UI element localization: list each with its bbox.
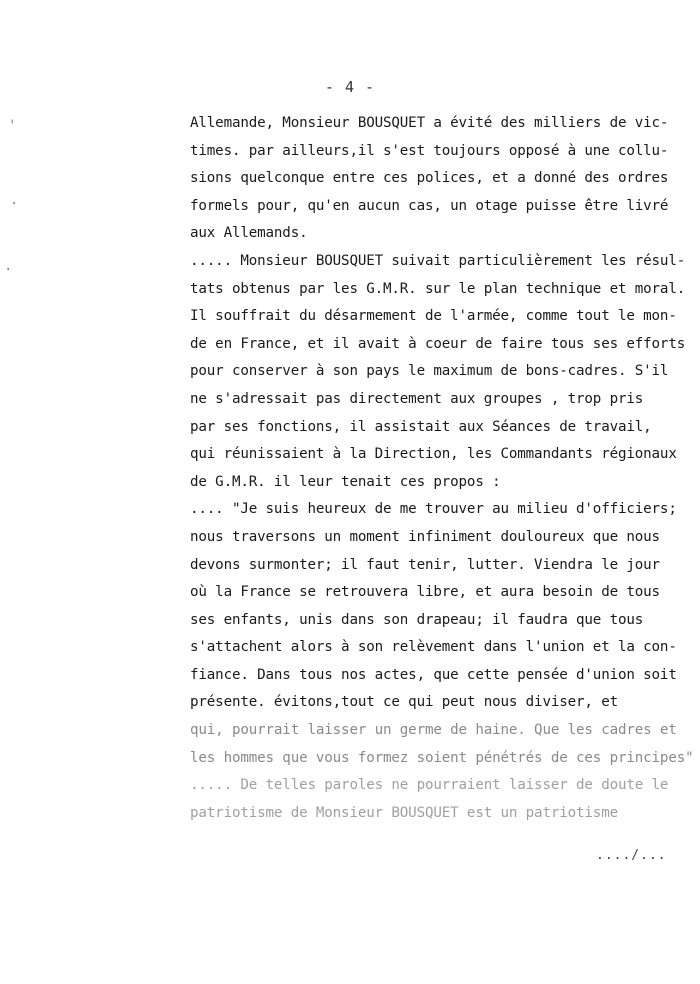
page-number: - 4 - <box>324 78 376 96</box>
text-line: formels pour, qu'en aucun cas, un otage puisse être livré <box>190 197 669 214</box>
text-line: aux Allemands. <box>190 225 308 242</box>
body-text <box>190 110 694 827</box>
margin-mark: · <box>4 262 13 278</box>
text-line: s'attachent alors à son relèvement dans l'union et la con- <box>190 639 677 656</box>
text-line: de en France, et il avait à coeur de faire tous ses efforts <box>190 335 686 352</box>
text-line: fiance. Dans tous nos actes, que cette pensée d'union soit <box>190 666 677 683</box>
text-line: qui, pourrait laisser un germe de haine. Que les cadres et <box>190 722 677 739</box>
text-line: ..... Monsieur BOUSQUET suivait particulièrement les résul- <box>190 252 686 269</box>
text-line: .... "Je suis heureux de me trouver au milieu d'officiers; <box>190 501 677 518</box>
margin-mark: · <box>10 196 19 212</box>
text-line: de G.M.R. il leur tenait ces propos : <box>190 473 501 490</box>
text-line: tats obtenus par les G.M.R. sur le plan technique et moral. <box>190 280 686 297</box>
text-line: ..... De telles paroles ne pourraient laisser de doute le <box>190 777 669 794</box>
margin-mark: ' <box>8 118 17 134</box>
text-line: par ses fonctions, il assistait aux Séances de travail, <box>190 418 652 435</box>
text-line: patriotisme de Monsieur BOUSQUET est un patriotisme <box>190 804 618 821</box>
text-line: sions quelconque entre ces polices, et a donné des ordres <box>190 170 669 187</box>
text-line: ne s'adressait pas directement aux groupes , trop pris <box>190 390 644 407</box>
text-line: times. par ailleurs,il s'est toujours opposé à une collu- <box>190 142 669 159</box>
continuation-mark: ..../... <box>596 848 667 863</box>
text-line: où la France se retrouvera libre, et aura besoin de tous <box>190 584 660 601</box>
text-line: devons surmonter; il faut tenir, lutter. Viendra le jour <box>190 556 660 573</box>
text-line: pour conserver à son pays le maximum de bons-cadres. S'il <box>190 363 669 380</box>
text-line: présente. évitons,tout ce qui peut nous diviser, et <box>190 694 618 711</box>
text-line: Il souffrait du désarmement de l'armée, comme tout le mon- <box>190 308 677 325</box>
text-line: Allemande, Monsieur BOUSQUET a évité des milliers de vic- <box>190 115 669 131</box>
text-line: les hommes que vous formez soient pénétrés de ces principes" <box>190 749 694 766</box>
text-line: nous traversons un moment infiniment douloureux que nous <box>190 528 660 545</box>
text-line: ses enfants, unis dans son drapeau; il faudra que tous <box>190 611 644 628</box>
text-line: qui réunissaient à la Direction, les Commandants régionaux <box>190 446 677 463</box>
